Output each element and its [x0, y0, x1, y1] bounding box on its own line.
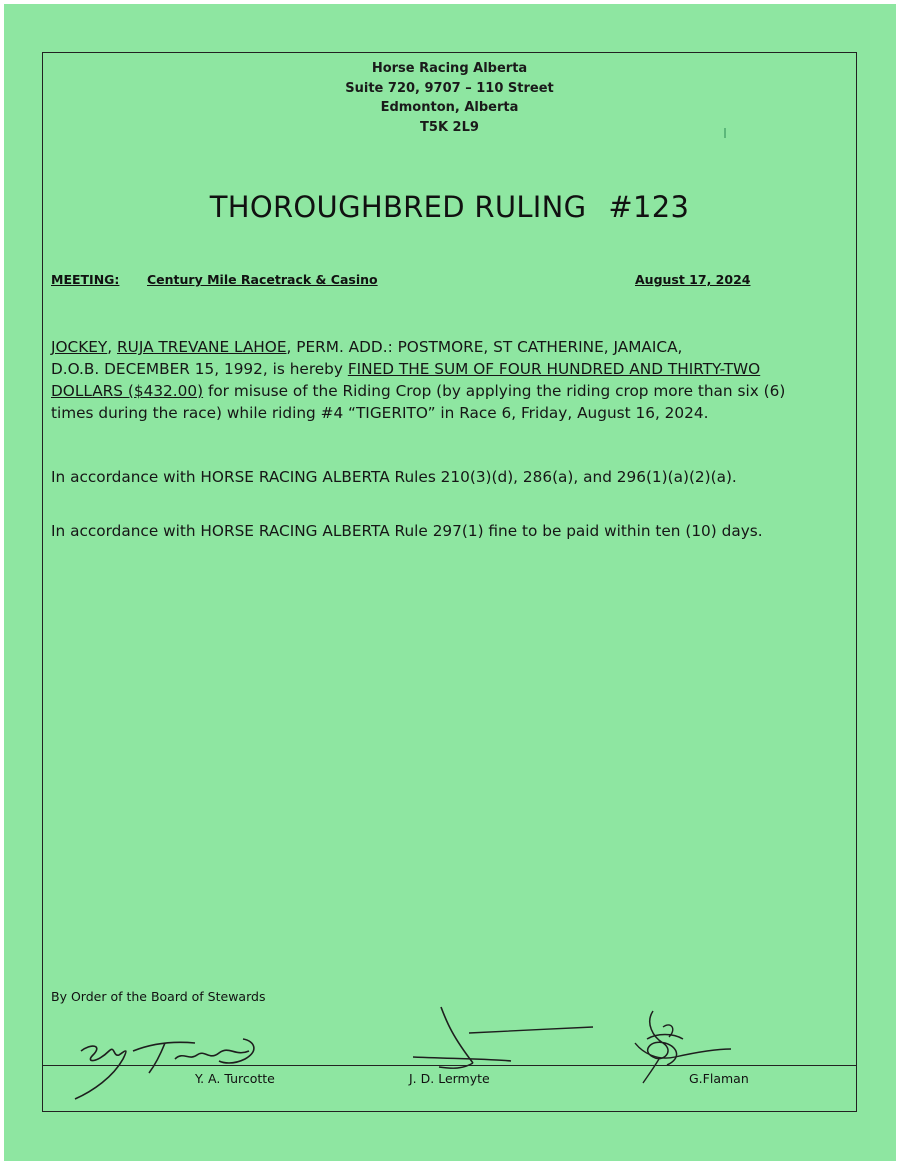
- meeting-venue: Century Mile Racetrack & Casino: [147, 272, 378, 287]
- letterhead-postal-code: T5K 2L9: [420, 119, 479, 135]
- signature-line: [43, 1065, 856, 1066]
- fine-reason-continued: times during the race) while riding #4 “TIGERITO” in Race 6, Friday, August 16, 2024.: [51, 404, 709, 422]
- document-frame: [42, 52, 857, 1112]
- letterhead-address: Suite 720, 9707 – 110 Street: [345, 80, 554, 96]
- payment-paragraph: In accordance with HORSE RACING ALBERTA Rule 297(1) fine to be paid within ten (10) days.: [51, 522, 763, 540]
- letterhead-city: Edmonton, Alberta: [380, 100, 519, 115]
- meeting-label: MEETING:: [51, 272, 120, 287]
- steward-name: J. D. Lermyte: [409, 1071, 490, 1086]
- jockey-address: , PERM. ADD.: POSTMORE, ST CATHERINE, JAMAICA,: [286, 338, 683, 356]
- jockey-name: RUJA TREVANE LAHOE: [117, 338, 287, 356]
- ruling-title-text: THOROUGHBRED RULING: [209, 190, 587, 224]
- steward-name: G.Flaman: [689, 1071, 749, 1086]
- fine-amount-figure: DOLLARS ($432.00): [51, 382, 204, 400]
- board-of-stewards-label: By Order of the Board of Stewards: [51, 989, 266, 1004]
- ruling-title: [43, 190, 856, 224]
- rules-paragraph: In accordance with HORSE RACING ALBERTA Rules 210(3)(d), 286(a), and 296(1)(a)(2)(a).: [51, 468, 737, 486]
- fine-reason: for misuse of the Riding Crop (by applying the riding crop more than six (6): [203, 382, 786, 400]
- turcotte-signature: [63, 1021, 273, 1101]
- steward-name: Y. A. Turcotte: [195, 1071, 275, 1086]
- fine-amount-words: FINED THE SUM OF FOUR HUNDRED AND THIRTY-TWO: [347, 360, 761, 378]
- jockey-dob: D.O.B. DECEMBER 15, 1992, is hereby: [51, 360, 348, 378]
- ruling-paragraph: JOCKEY, RUJA TREVANE LAHOE, PERM. ADD.: POSTMORE, ST CATHERINE, JAMAICA, D.O.B. DECEMBER 15, 1992, is hereby FINED THE SUM OF FOUR HUNDRED AND THIRTY-TWO DOLLARS ($432.00) for misuse of the Riding Crop (by applying the riding crop more than six (6) times during the race) while riding #4 “TIGERITO” in Race 6, Friday, August 16, 2024.: [51, 338, 786, 422]
- meeting-date: August 17, 2024: [635, 272, 751, 287]
- jockey-role: JOCKEY: [51, 338, 108, 356]
- letterhead-organization: Horse Racing Alberta: [371, 61, 528, 76]
- ruling-number: #123: [608, 190, 690, 224]
- ruling-document: [4, 4, 896, 1161]
